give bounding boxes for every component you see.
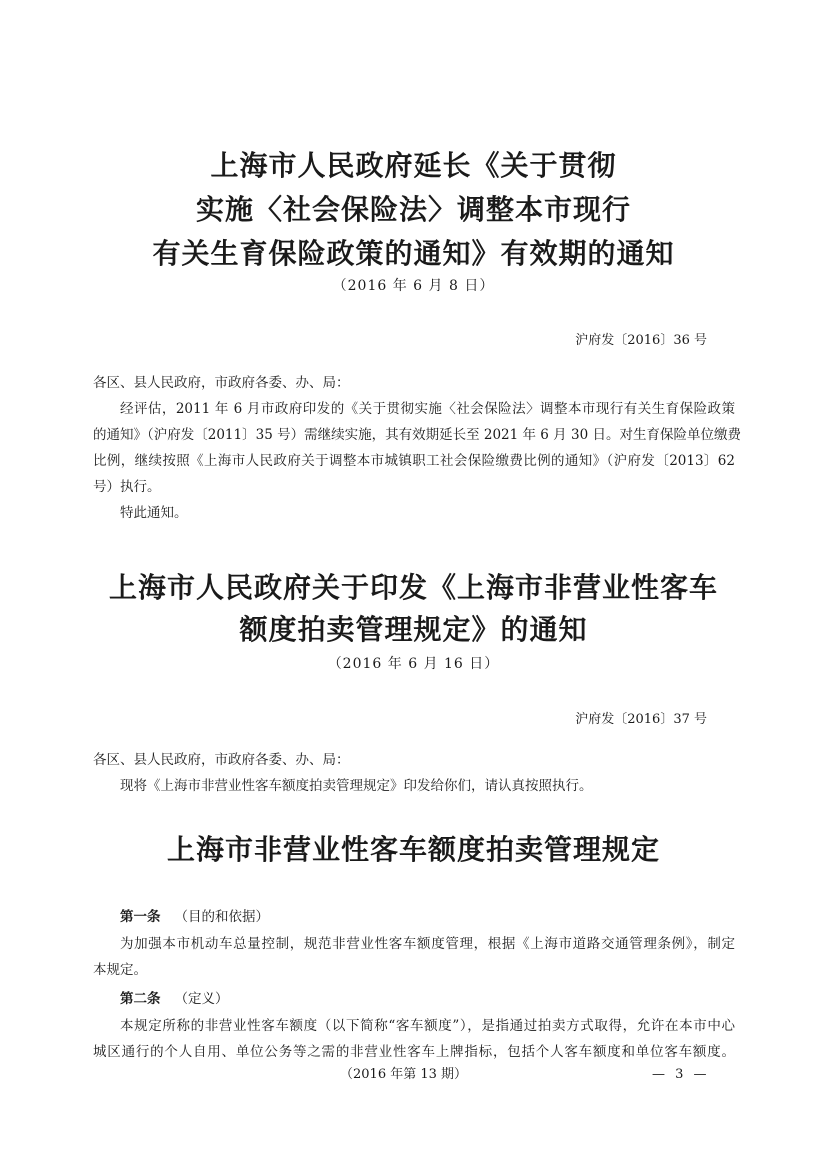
article-1-text-line: 为加强本市机动车总量控制，规范非营业性客车额度管理，根据《上海市道路交通管理条例》，制定	[120, 936, 735, 952]
article-2-heading: （定义）	[174, 991, 229, 1007]
issue-number: （2016 年第 13 期）	[340, 1067, 468, 1082]
article-1-text-line: 本规定。	[93, 962, 147, 978]
notice1-addressee: 各区、县人民政府，市政府各委、办、局：	[93, 375, 350, 391]
notice2-title-line-1: 上海市人民政府关于印发《上海市非营业性客车	[108, 571, 718, 604]
notice1-closing: 特此通知。	[120, 505, 188, 521]
article-1-header	[120, 904, 762, 930]
article-2-text-line: 城区通行的个人自用、单位公务等之需的非营业性客车上牌指标，包括个人客车额度和单位客车额度。	[93, 1044, 735, 1060]
notice1-body-line: 的通知》（沪府发〔2011〕35 号）需继续实施，其有效期延长至 2021 年 6 月 30 日。对生育保险单位缴费	[93, 427, 741, 443]
notice2-addressee: 各区、县人民政府，市政府各委、办、局：	[93, 752, 350, 768]
article-1-label: 第一条	[120, 909, 161, 925]
notice1-title-line-3: 有关生育保险政策的通知》有效期的通知	[152, 237, 675, 270]
notice2-date: （2016 年 6 月 16 日）	[327, 656, 500, 672]
notice1-body-line: 比例，继续按照《上海市人民政府关于调整本市城镇职工社会保险缴费比例的通知》（沪府发〔2013〕62	[93, 453, 735, 469]
notice2-title-line-2: 额度拍卖管理规定》的通知	[239, 613, 588, 646]
notice2-doc-number: 沪府发〔2016〕37 号	[575, 712, 707, 727]
notice1-title-line-1: 上海市人民政府延长《关于贯彻	[210, 149, 617, 182]
notice1-date: （2016 年 6 月 8 日）	[332, 278, 495, 294]
notice2-body: 现将《上海市非营业性客车额度拍卖管理规定》印发给你们，请认真按照执行。	[120, 778, 593, 794]
article-1-heading: （目的和依据）	[174, 909, 269, 925]
notice1-body-line: 号）执行。	[93, 479, 161, 495]
regulation-title: 上海市非营业性客车额度拍卖管理规定	[166, 833, 660, 866]
article-2-text-line: 本规定所称的非营业性客车额度（以下简称“客车额度”），是指通过拍卖方式取得，允许在本市中心	[120, 1018, 735, 1034]
notice1-body-line: 经评估，2011 年 6 月市政府印发的《关于贯彻实施〈社会保险法〉调整本市现行有关生育保险政策	[120, 401, 735, 417]
article-2-header	[120, 986, 762, 1012]
article-2-label: 第二条	[120, 991, 161, 1007]
page-number: — 3 —	[652, 1067, 710, 1082]
notice1-title-line-2: 实施〈社会保险法〉调整本市现行	[195, 193, 631, 226]
notice1-doc-number: 沪府发〔2016〕36 号	[575, 333, 707, 348]
